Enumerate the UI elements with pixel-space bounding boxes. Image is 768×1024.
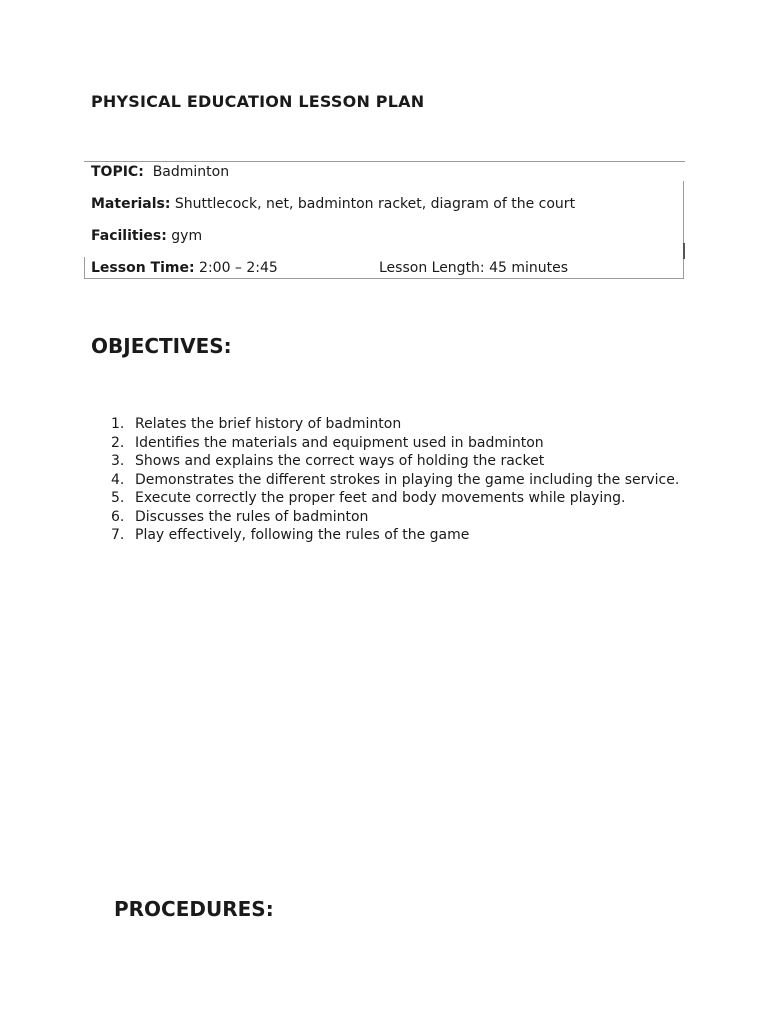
info-box-right-border (683, 181, 684, 278)
info-row-facilities (91, 228, 202, 244)
list-item-number: 6. (111, 508, 125, 525)
list-item (111, 489, 681, 508)
list-item-text: Demonstrates the different strokes in playing the game including the service. (135, 471, 680, 488)
facilities-value: gym (171, 228, 203, 244)
lesson-time-label: Lesson Time: (91, 260, 195, 276)
objectives-heading: OBJECTIVES: (91, 334, 232, 358)
list-item-text: Execute correctly the proper feet and body movements while playing. (135, 490, 626, 506)
info-box-bottom-border (84, 278, 684, 279)
materials-value: Shuttlecock, net, badminton racket, diagram of the court (174, 196, 576, 212)
topic-value: Badminton (152, 164, 230, 180)
info-row-topic (91, 164, 229, 180)
list-item-text: Play effectively, following the rules of the game (135, 527, 470, 543)
list-item-number: 1. (111, 416, 125, 432)
info-row-materials (91, 196, 575, 212)
topic-label: TOPIC: (91, 164, 144, 180)
facilities-label: Facilities: (91, 228, 167, 244)
lesson-length: Lesson Length: 45 minutes (379, 260, 569, 276)
list-item-text: Identifies the materials and equipment used in badminton (135, 434, 544, 451)
list-item-text: Relates the brief history of badminton (135, 416, 402, 432)
list-item (111, 434, 681, 453)
info-box-right-marker (683, 243, 685, 259)
list-item (111, 452, 681, 471)
objectives-list (111, 415, 681, 545)
list-item (111, 508, 681, 527)
info-row-lesson-time (91, 260, 278, 276)
list-item-text: Discusses the rules of badminton (135, 508, 369, 525)
procedures-heading: PROCEDURES: (114, 897, 274, 921)
list-item-number: 3. (111, 453, 125, 469)
list-item-number: 7. (111, 527, 125, 543)
document-title: PHYSICAL EDUCATION LESSON PLAN (91, 92, 425, 111)
list-item (111, 471, 681, 490)
list-item (111, 526, 681, 545)
list-item-number: 5. (111, 490, 125, 506)
materials-label: Materials: (91, 196, 171, 212)
list-item-number: 4. (111, 471, 125, 488)
list-item-text: Shows and explains the correct ways of holding the racket (135, 453, 545, 469)
info-box-left-border (84, 257, 85, 279)
lesson-time-value: 2:00 – 2:45 (199, 260, 278, 276)
info-box-top-border (84, 161, 685, 162)
list-item-number: 2. (111, 434, 125, 451)
list-item (111, 415, 681, 434)
